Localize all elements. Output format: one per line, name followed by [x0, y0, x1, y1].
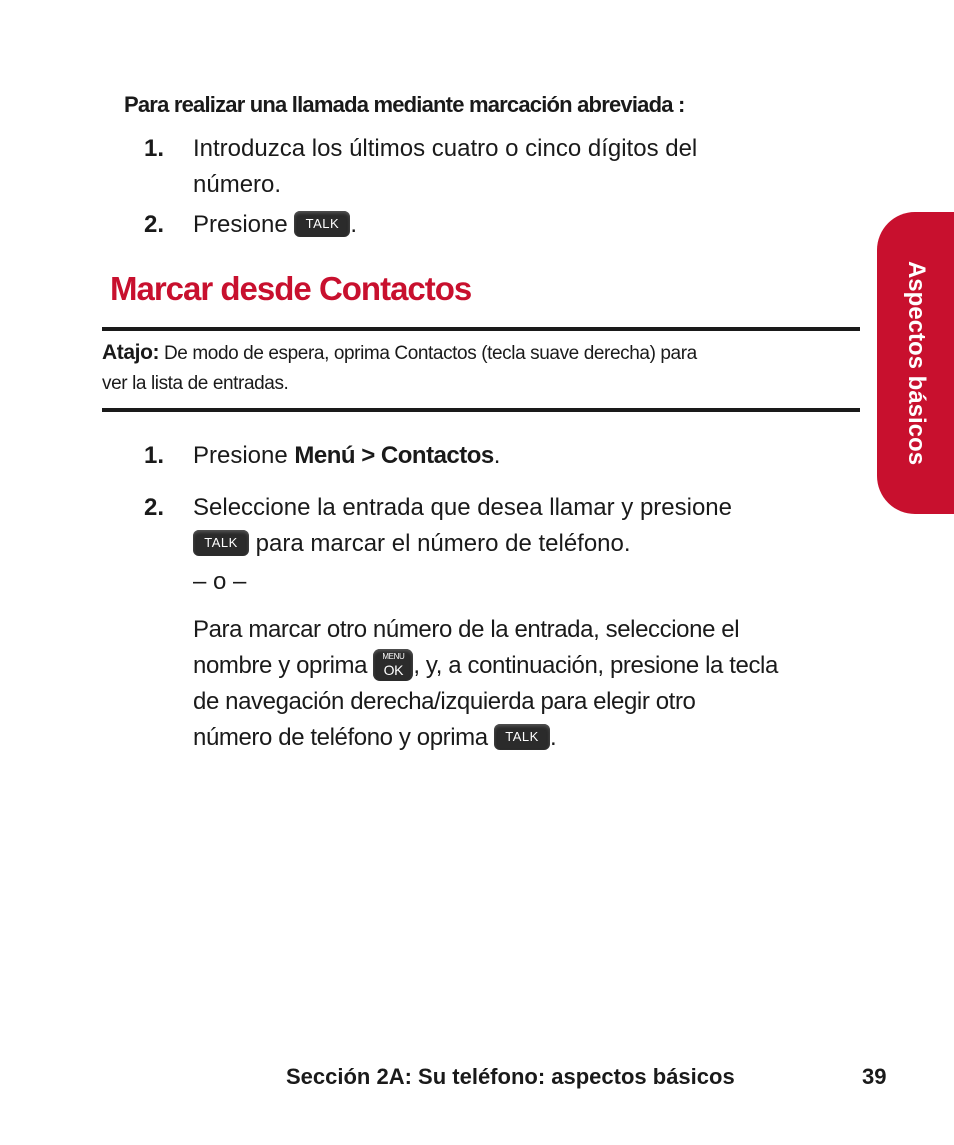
menu-ok-key-icon — [373, 649, 413, 681]
step-text — [193, 207, 357, 243]
step-text — [193, 131, 697, 203]
step-text-line: Para marcar otro número de la entrada, seleccione el — [193, 616, 740, 643]
bottom-divider — [102, 408, 860, 412]
step-text-before: nombre y oprima — [193, 652, 368, 679]
step-text-after: , y, a continuación, presione la tecla — [413, 652, 778, 679]
shortcut-line: ver la lista de entradas. — [102, 373, 289, 394]
step-text-line — [193, 720, 859, 756]
section-title: Marcar desde Contactos — [110, 270, 472, 307]
side-tab-label: Aspectos básicos — [902, 260, 930, 466]
or-separator: – o – — [193, 568, 247, 595]
step-text-line — [193, 648, 859, 684]
step-text-line — [193, 526, 859, 562]
step-number: 1. — [144, 442, 165, 469]
step-text — [193, 438, 500, 474]
intro-step-2 — [144, 207, 844, 243]
step-text-after: para marcar el número de teléfono. — [255, 530, 631, 557]
menu-path: Menú > Contactos — [294, 442, 494, 469]
step-number: 1. — [144, 135, 165, 162]
contacts-step-2 — [144, 490, 859, 770]
step-text-before: Presione — [193, 211, 288, 238]
step-number: 2. — [144, 494, 165, 521]
shortcut-text: De modo de espera, oprima Contactos (tecla suave derecha) para — [163, 343, 697, 364]
step-number: 2. — [144, 211, 165, 238]
contacts-step-1 — [144, 438, 844, 474]
footer-section-title: Sección 2A: Su teléfono: aspectos básicos — [286, 1064, 735, 1089]
step-text-line: Introduzca los últimos cuatro o cinco dígitos del — [193, 135, 698, 162]
step-text — [193, 490, 859, 756]
ok-key-label: OK — [383, 661, 404, 678]
shortcut-label: Atajo: — [102, 341, 160, 364]
top-divider — [102, 327, 860, 331]
step-text-before: número de teléfono y oprima — [193, 724, 488, 751]
talk-key-icon: TALK — [494, 724, 550, 750]
step-text-after: . — [550, 724, 557, 751]
talk-key-icon: TALK — [294, 211, 350, 237]
page-number: 39 — [862, 1064, 887, 1089]
step-text-line: número. — [193, 171, 282, 198]
step-prefix: Presione — [193, 442, 288, 469]
shortcut-line — [102, 338, 852, 369]
step-suffix: . — [493, 442, 501, 469]
step-text-after: . — [350, 211, 358, 238]
step-text-line: de navegación derecha/izquierda para elegir otro — [193, 688, 696, 715]
shortcut-note — [102, 338, 852, 399]
talk-key-icon: TALK — [193, 530, 249, 556]
intro-heading: Para realizar una llamada mediante marcación abreviada : — [124, 92, 685, 117]
section-side-tab — [877, 212, 954, 514]
step-text-line: Seleccione la entrada que desea llamar y presione — [193, 494, 733, 521]
intro-step-1 — [144, 131, 844, 203]
menu-key-label: MENU — [382, 651, 405, 661]
